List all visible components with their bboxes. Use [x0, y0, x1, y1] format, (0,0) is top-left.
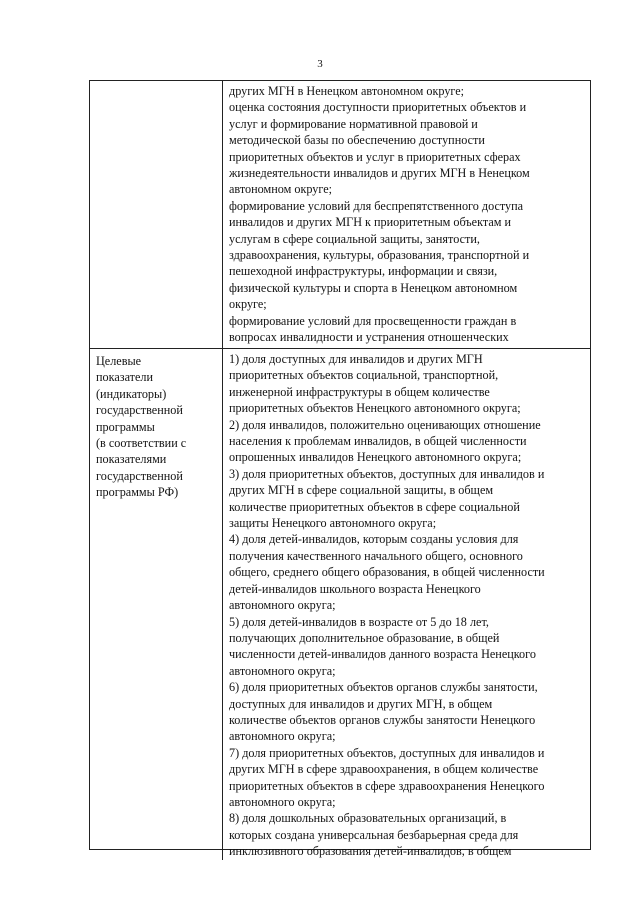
text-line: 8) доля дошкольных образовательных организаций, в [229, 811, 507, 826]
table-row [90, 348, 590, 860]
text-line: приоритетных объектов Ненецкого автономного округа; [229, 401, 521, 416]
text-line: инвалидов и других МГН к приоритетным объектам и [229, 215, 512, 230]
label-line: показателями [96, 452, 167, 467]
text-line: опрошенных инвалидов Ненецкого автономного округа; [229, 450, 522, 465]
row-content [229, 83, 590, 348]
text-line: автономного округа; [229, 598, 336, 613]
program-passport-table [89, 80, 591, 859]
text-line: количестве объектов органов службы занятости Ненецкого [229, 712, 536, 727]
row-label-cell [90, 81, 223, 348]
label-line: (в соответствии с [96, 436, 187, 451]
text-line: вопросах инвалидности и устранения отношенческих [229, 330, 509, 345]
table-row [90, 81, 590, 348]
text-line: услуг и формирование нормативной правовой и [229, 116, 478, 131]
text-line: 5) доля детей-инвалидов в возрасте от 5 до 18 лет, [229, 614, 489, 629]
text-line: доступных для инвалидов и других МГН, в общем [229, 696, 493, 711]
text-line: здравоохранения, культуры, образования, транспортной и [229, 248, 530, 263]
text-line: автономном округе; [229, 182, 333, 197]
text-line: услугам в сфере социальной защиты, занятости, [229, 231, 480, 246]
text-line: округе; [229, 297, 267, 312]
text-line: физической культуры и спорта в Ненецком автономном [229, 280, 518, 295]
row-content-indicators-list [229, 351, 590, 860]
text-line: других МГН в сфере социальной защиты, в общем [229, 483, 494, 498]
text-line: детей-инвалидов школьного возраста Ненецкого [229, 581, 481, 596]
text-line: 1) доля доступных для инвалидов и других МГН [229, 352, 483, 366]
text-line: количестве приоритетных объектов в сфере социальной [229, 499, 520, 514]
text-line: других МГН в сфере здравоохранения, в общем количестве [229, 762, 539, 777]
text-line: 4) доля детей-инвалидов, которым созданы условия для [229, 532, 519, 547]
label-line: (индикаторы) [96, 386, 167, 401]
text-line: формирование условий для беспрепятственного доступа [229, 198, 524, 213]
text-line: оценка состояния доступности приоритетных объектов и [229, 100, 527, 115]
text-line: 7) доля приоритетных объектов, доступных для инвалидов и [229, 745, 545, 760]
label-line: показатели [96, 370, 154, 385]
label-line: программы [96, 419, 155, 434]
text-line: пешеходной инфраструктуры, информации и связи, [229, 264, 498, 279]
text-line: приоритетных объектов в сфере здравоохранения Ненецкого [229, 778, 545, 793]
label-line: программы РФ) [96, 485, 179, 500]
text-line: автономного округа; [229, 794, 336, 809]
page-number: 3 [317, 58, 323, 70]
text-line: 6) доля приоритетных объектов органов службы занятости, [229, 680, 538, 695]
text-line: инженерной инфраструктуры в общем количестве [229, 384, 490, 399]
label-line: государственной [96, 403, 183, 418]
row-label-cell [90, 349, 223, 860]
text-line: которых создана универсальная безбарьерная среда для [229, 827, 519, 842]
text-line: 3) доля приоритетных объектов, доступных для инвалидов и [229, 466, 545, 481]
row-label-target-indicators [96, 353, 222, 501]
text-line: приоритетных объектов социальной, транспортной, [229, 368, 499, 383]
text-line: получающих дополнительное образование, в общей [229, 630, 500, 645]
text-line: населения к проблемам инвалидов, в общей численности [229, 434, 527, 449]
text-line: 2) доля инвалидов, положительно оценивающих отношение [229, 417, 541, 432]
text-line: методической базы по обеспечению доступности [229, 133, 485, 148]
text-line: численности детей-инвалидов данного возраста Ненецкого [229, 647, 536, 662]
row-content-cell [223, 81, 590, 348]
label-line: государственной [96, 468, 183, 483]
text-line: автономного округа; [229, 729, 336, 744]
text-line: формирование условий для просвещенности граждан в [229, 313, 517, 328]
text-line: общего, среднего общего образования, в общей численности [229, 565, 545, 580]
text-line: инклюзивного образования детей-инвалидов, в общем [229, 844, 512, 859]
text-line: приоритетных объектов и услуг в приоритетных сферах [229, 149, 521, 164]
text-line: других МГН в Ненецком автономном округе; [229, 84, 465, 98]
label-line: Целевые [96, 354, 142, 368]
text-line: жизнедеятельности инвалидов и других МГН в Ненецком [229, 166, 530, 181]
text-line: автономного округа; [229, 663, 336, 678]
text-line: защиты Ненецкого автономного округа; [229, 516, 437, 531]
text-line: получения качественного начального общего, основного [229, 548, 523, 563]
row-content-cell [223, 349, 590, 860]
